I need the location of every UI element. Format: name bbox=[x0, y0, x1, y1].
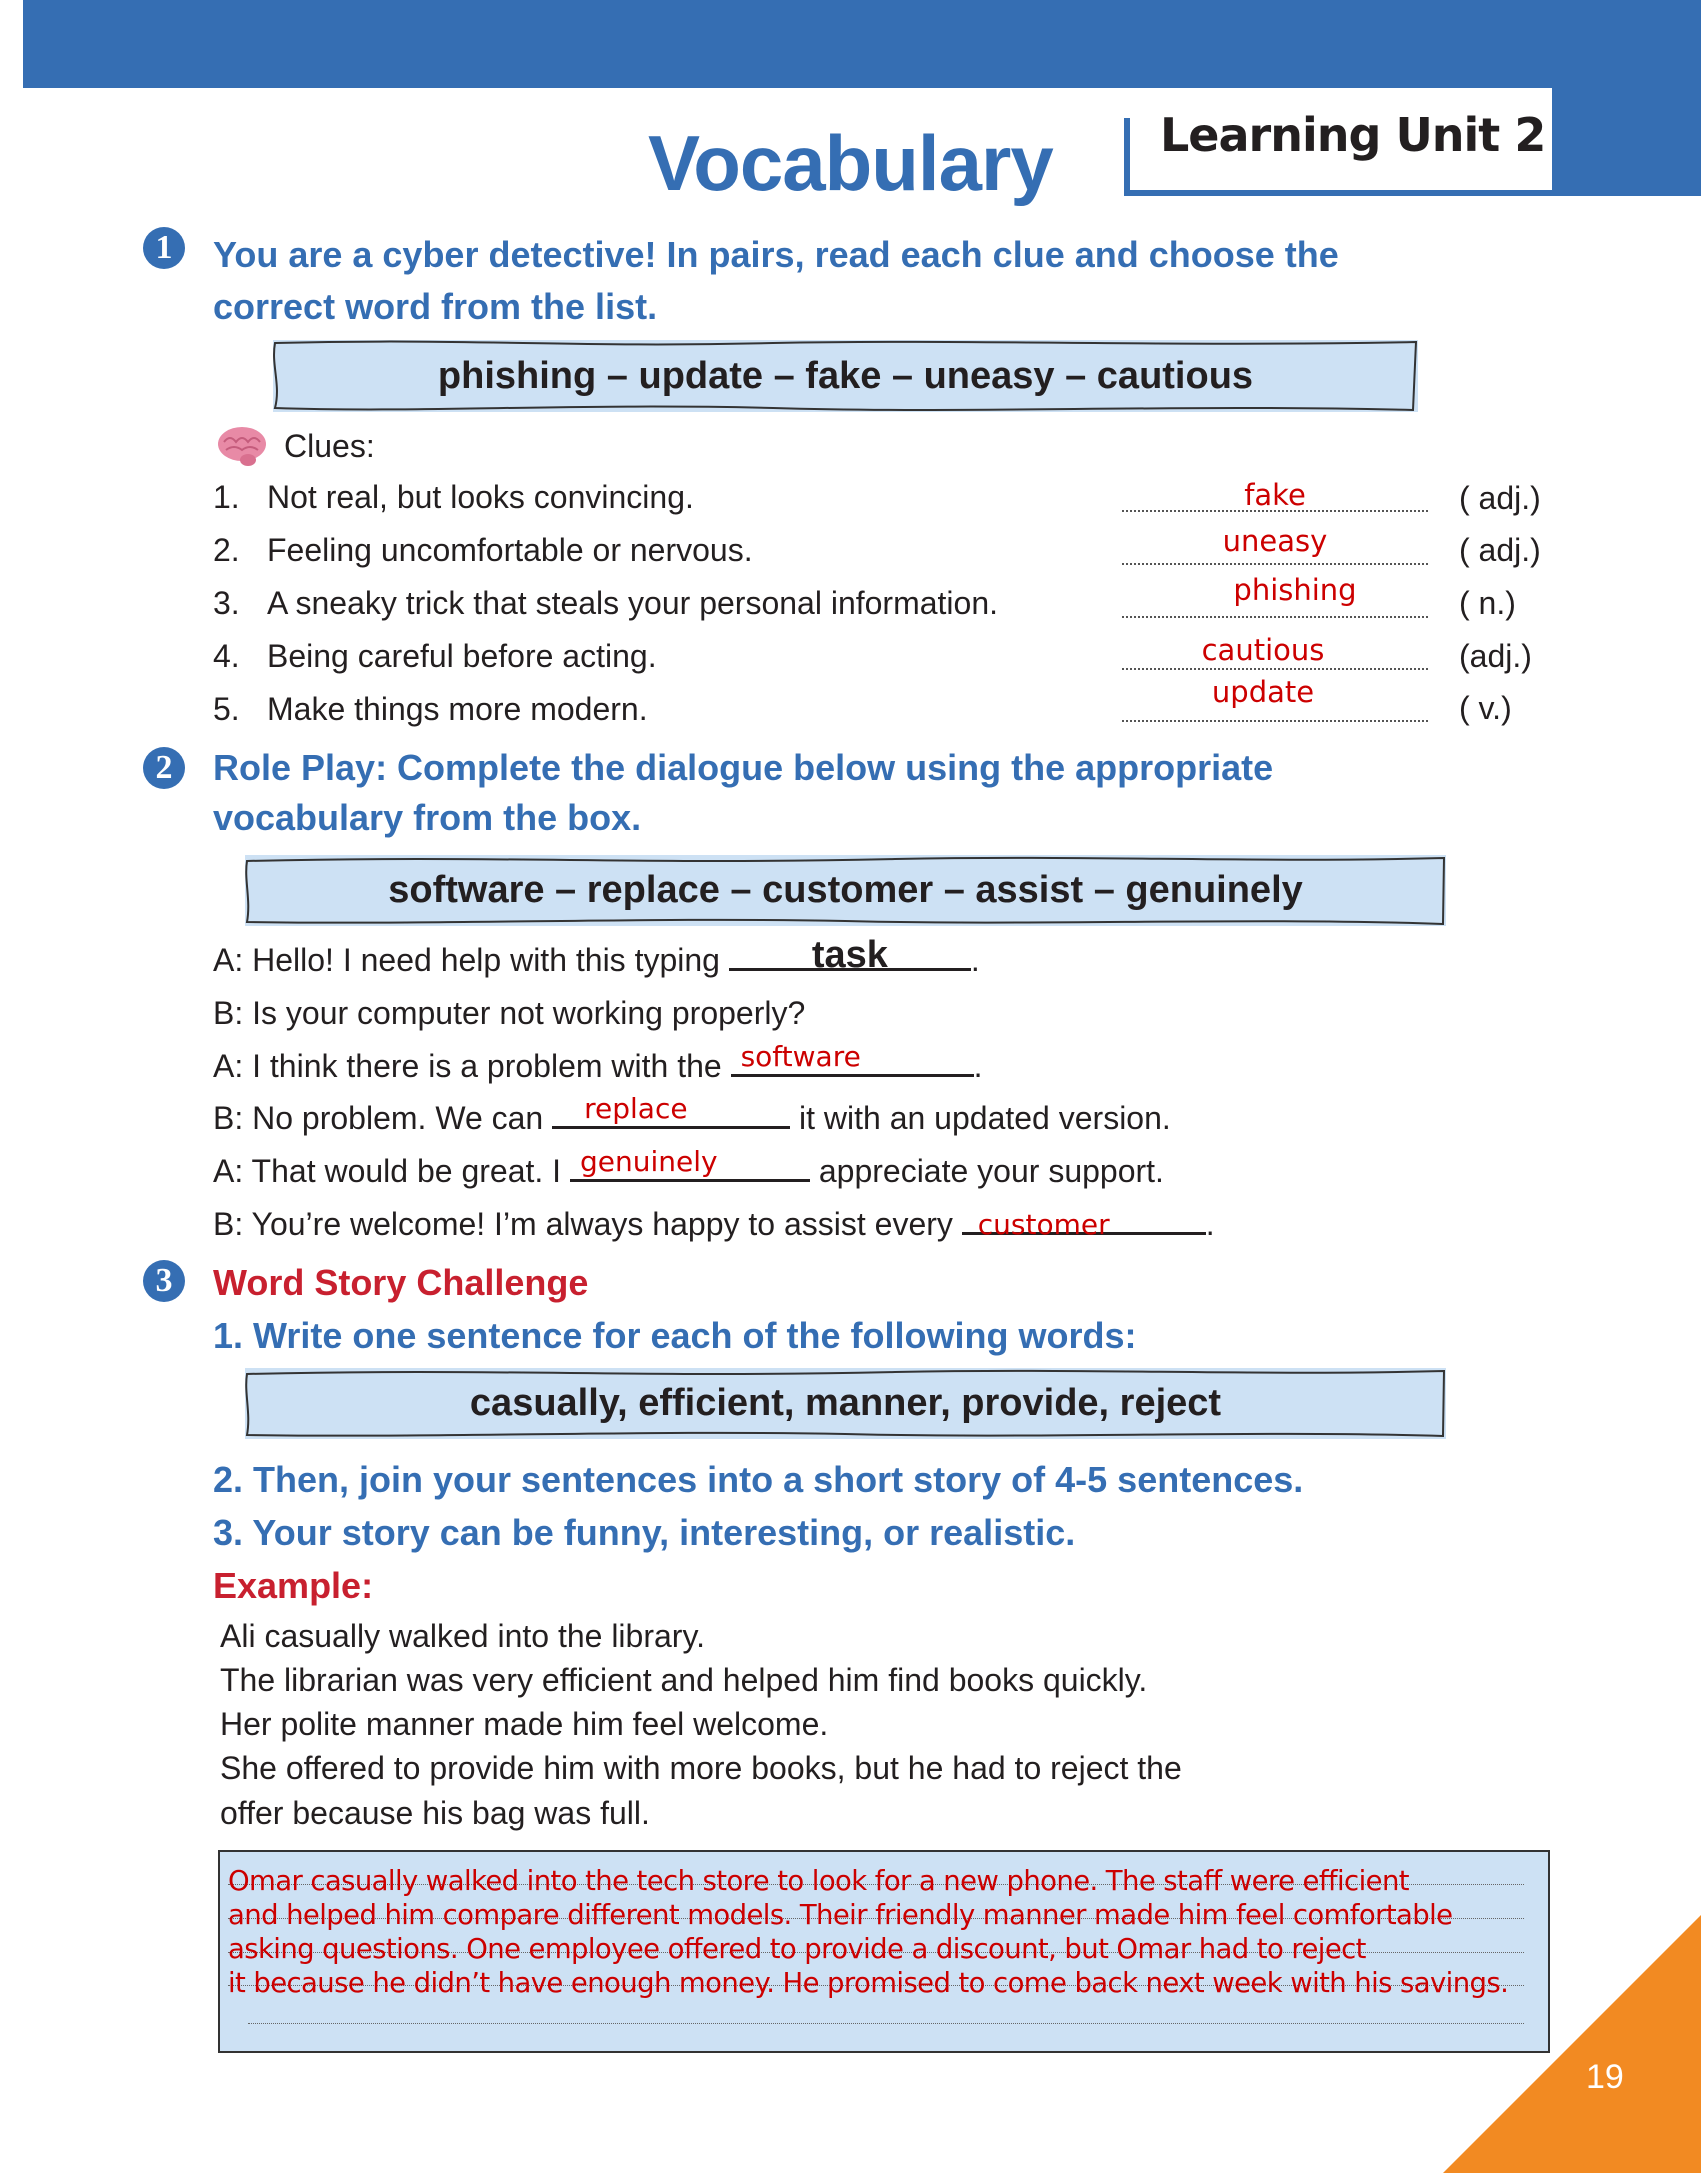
section-3-step3: 3. Your story can be funny, interesting, or realistic. bbox=[213, 1512, 1076, 1553]
clue-answer-field[interactable]: phishing bbox=[1233, 573, 1357, 607]
section-1-word-list: phishing – update – fake – uneasy – cautious bbox=[437, 354, 1254, 397]
header-bar bbox=[23, 0, 1701, 88]
dialogue-text: B: Is your computer not working properly? bbox=[213, 995, 806, 1031]
dialogue-text: A: That would be great. I bbox=[213, 1153, 570, 1189]
dialogue-line bbox=[213, 1202, 1215, 1246]
unit-box-left-border bbox=[1124, 118, 1130, 196]
section-2-instruction-line1: Role Play: Complete the dialogue below using the appropriate bbox=[213, 747, 1274, 788]
dialogue-text: . bbox=[970, 942, 980, 978]
brain-icon bbox=[216, 424, 268, 468]
section-2-number-icon: 2 bbox=[143, 747, 185, 789]
dialogue-answer: genuinely bbox=[579, 1145, 718, 1178]
answer-dotted-line bbox=[248, 2023, 1524, 2024]
page-number: 19 bbox=[1586, 2058, 1624, 2096]
part-of-speech: ( adj.) bbox=[1459, 480, 1541, 516]
clue-number: 3. bbox=[213, 585, 240, 621]
dialogue-text: B: No problem. We can bbox=[213, 1100, 553, 1136]
part-of-speech: ( n.) bbox=[1459, 585, 1516, 621]
clue-number: 2. bbox=[213, 532, 240, 568]
dialogue-line bbox=[213, 1145, 1164, 1193]
section-3-step1: 1. Write one sentence for each of the following words: bbox=[213, 1315, 1137, 1356]
clue-row bbox=[213, 475, 694, 519]
clue-row bbox=[213, 634, 657, 678]
section-1-word-box bbox=[273, 340, 1418, 412]
clue-text: A sneaky trick that steals your personal information. bbox=[267, 585, 999, 621]
section-3-word-list: casually, efficient, manner, provide, reject bbox=[469, 1382, 1222, 1424]
answer-dotted-line bbox=[1122, 668, 1428, 670]
dialogue-text: B: You’re welcome! I’m always happy to assist every bbox=[213, 1206, 962, 1242]
clue-text: Not real, but looks convincing. bbox=[267, 479, 694, 515]
clue-answer-field[interactable]: fake bbox=[1244, 478, 1306, 512]
example-line: Ali casually walked into the library. bbox=[220, 1618, 705, 1654]
example-label: Example: bbox=[213, 1565, 374, 1606]
clues-label: Clues: bbox=[284, 428, 375, 464]
answer-dotted-line bbox=[1122, 720, 1428, 722]
answer-dotted-line bbox=[1122, 510, 1428, 512]
clue-text: Being careful before acting. bbox=[267, 638, 657, 674]
clue-answer-field[interactable]: cautious bbox=[1201, 633, 1325, 667]
clue-row bbox=[213, 687, 648, 731]
example-line: She offered to provide him with more books, but he had to reject the bbox=[220, 1750, 1182, 1786]
example-line: The librarian was very efficient and helped him find books quickly. bbox=[220, 1662, 1148, 1698]
dialogue-answer: software bbox=[740, 1040, 861, 1073]
answer-dotted-line bbox=[1122, 616, 1428, 618]
dialogue-text: A: I think there is a problem with the bbox=[213, 1048, 731, 1084]
dialogue-blank[interactable] bbox=[731, 1040, 974, 1077]
dialogue-text: . bbox=[1205, 1206, 1215, 1242]
dialogue-blank[interactable] bbox=[552, 1092, 790, 1129]
story-answer-line: and helped him compare different models. Their friendly manner made him feel comfortable bbox=[228, 1899, 1453, 1931]
dialogue-line bbox=[213, 934, 980, 982]
clue-row bbox=[213, 528, 753, 572]
dialogue-blank[interactable] bbox=[570, 1145, 810, 1182]
answer-dotted-line bbox=[1122, 563, 1428, 565]
header-side-block bbox=[1552, 88, 1701, 196]
dialogue-blank[interactable] bbox=[729, 934, 971, 976]
dialogue-answer: customer bbox=[977, 1208, 1110, 1241]
page-title: Vocabulary bbox=[648, 119, 1053, 207]
story-answer-line: it because he didn’t have enough money. He promised to come back next week with his savings. bbox=[228, 1967, 1509, 1999]
section-3-word-box bbox=[245, 1368, 1446, 1439]
section-1-instruction-line2: correct word from the list. bbox=[213, 286, 658, 327]
dialogue-text: appreciate your support. bbox=[809, 1153, 1164, 1189]
section-2-word-list: software – replace – customer – assist – genuinely bbox=[388, 869, 1303, 911]
dialogue-text: A: Hello! I need help with this typing bbox=[213, 942, 729, 978]
section-3-heading: Word Story Challenge bbox=[213, 1262, 589, 1303]
dialogue-blank[interactable] bbox=[962, 1205, 1206, 1241]
clue-number: 1. bbox=[213, 479, 240, 515]
dialogue-line bbox=[213, 991, 805, 1035]
clue-answer-field[interactable]: uneasy bbox=[1222, 524, 1328, 558]
clue-text: Feeling uncomfortable or nervous. bbox=[267, 532, 753, 568]
unit-label: Learning Unit 2 bbox=[1160, 108, 1546, 162]
example-line: Her polite manner made him feel welcome. bbox=[220, 1706, 829, 1742]
story-answer-line: Omar casually walked into the tech store to look for a new phone. The staff were efficient bbox=[228, 1865, 1409, 1897]
section-2-word-box bbox=[245, 855, 1446, 926]
section-3-step2: 2. Then, join your sentences into a short story of 4-5 sentences. bbox=[213, 1459, 1304, 1500]
dialogue-text: it with an updated version. bbox=[790, 1100, 1171, 1136]
part-of-speech: ( v.) bbox=[1459, 690, 1512, 726]
dialogue-answer: task bbox=[811, 934, 888, 976]
section-1-instruction-line1: You are a cyber detective! In pairs, read each clue and choose the bbox=[213, 234, 1339, 275]
dialogue-answer: replace bbox=[584, 1092, 688, 1125]
section-2-instruction-line2: vocabulary from the box. bbox=[213, 797, 642, 838]
dialogue-text: . bbox=[973, 1048, 983, 1084]
part-of-speech: (adj.) bbox=[1459, 638, 1532, 674]
dialogue-line bbox=[213, 1040, 983, 1088]
section-3-number-icon: 3 bbox=[143, 1260, 185, 1302]
clue-answer-field[interactable]: update bbox=[1211, 675, 1315, 709]
clue-row bbox=[213, 581, 998, 625]
clue-text: Make things more modern. bbox=[267, 691, 648, 727]
unit-box-bottom-border bbox=[1124, 190, 1552, 196]
story-answer-line: asking questions. One employee offered to provide a discount, but Omar had to reject bbox=[228, 1933, 1366, 1965]
dialogue-line bbox=[213, 1092, 1171, 1140]
example-line: offer because his bag was full. bbox=[220, 1795, 650, 1831]
page-corner-triangle bbox=[1443, 1915, 1701, 2173]
section-1-number-icon: 1 bbox=[143, 227, 185, 269]
clue-number: 5. bbox=[213, 691, 240, 727]
part-of-speech: ( adj.) bbox=[1459, 532, 1541, 568]
clue-number: 4. bbox=[213, 638, 240, 674]
